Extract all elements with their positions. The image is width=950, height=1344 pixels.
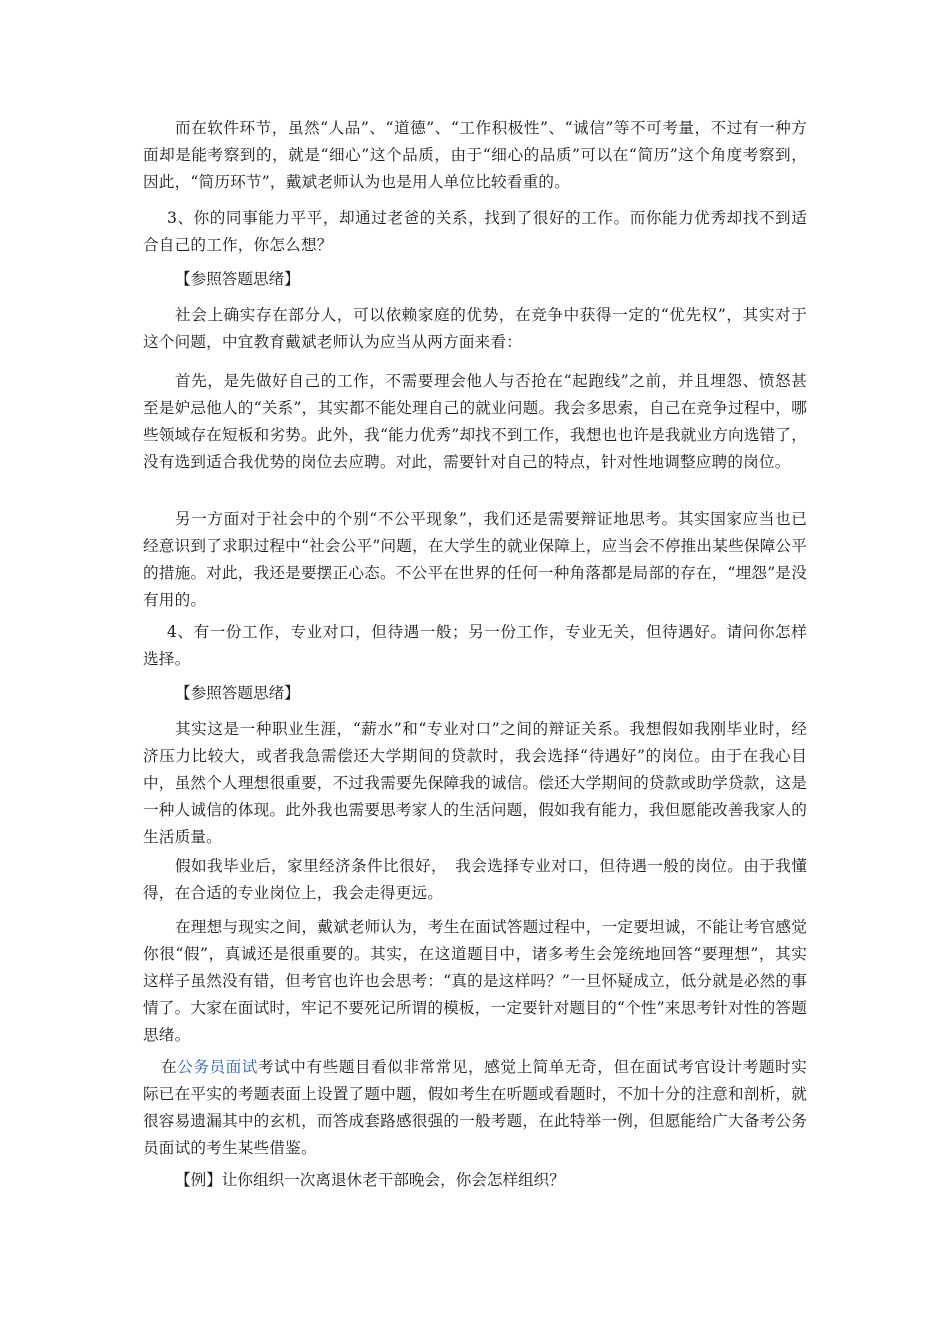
question-4: 4、有一份工作，专业对口，但待遇一般；另一份工作，专业无关，但待遇好。请问你怎样选择。 [143, 623, 807, 668]
paragraph-3b: 首先，是先做好自己的工作，不需要理会他人与否抢在“起跑线”之前，并且埋怨、愤怒甚至是妒忌他人的“关系”，其实都不能处理自己的就业问题。我会多思索，自己在竞争过程中，哪些领域存在短板和劣势。此外，我“能力优秀”却找不到工作，我想也也许是我就业方向选错了，没有选到适合我优势的岗位去应聘。对此，需要针对自己的特点，针对性地调整应聘的岗位。 [143, 372, 807, 471]
paragraph-3a: 社会上确实存在部分人，可以依赖家庭的优势，在竞争中获得一定的“优先权”，其实对于这个问题，中宜教育戴斌老师认为应当从两方面来看： [143, 306, 807, 351]
paragraph-4b: 假如我毕业后，家里经济条件比很好， 我会选择专业对口，但待遇一般的岗位。由于我懂得，在合适的专业岗位上，我会走得更远。 [143, 857, 807, 902]
paragraph-3c: 另一方面对于社会中的个别“不公平现象”，我们还是需要辩证地思考。其实国家应当也已经意识到了求职过程中“社会公平”问题，在大学生的就业保障上，应当会不停推出某些保障公平的措施。对此，我还是要摆正心态。不公平在世界的任何一种角落都是局部的存在，“埋怨”是没有用的。 [143, 510, 807, 609]
paragraph-5 [143, 1054, 807, 1162]
paragraph-4c: 在理想与现实之间，戴斌老师认为，考生在面试答题过程中，一定要坦诚，不能让考官感觉你很“假”，真诚还是很重要的。其实，在这道题目中，诸多考生会笼统地回答“要理想”，其实这样子虽然没有错，但考官也许也会思考：“真的是这样吗？”一旦怀疑成立，低分就是必然的事情了。大家在面试时，牢记不要死记所谓的模板，一定要针对题目的“个性”来思考针对性的答题思绪。 [143, 918, 807, 1044]
example-question: 【例】让你组织一次离退休老干部晚会，你会怎样组织？ [175, 1171, 565, 1189]
paragraph-5-prefix: 在 [161, 1058, 178, 1076]
paragraph-4a: 其实这是一种职业生涯，“薪水”和“专业对口”之间的辩证关系。我想假如我刚毕业时，经济压力比较大，或者我急需偿还大学期间的贷款时，我会选择“待遇好”的岗位。由于在我心目中，虽然个人理想很重要，不过我需要先保障我的诚信。偿还大学期间的贷款或助学贷款，这是一种人诚信的体现。此外我也需要思考家人的生活问题，假如我有能力，我但愿能改善我家人的生活质量。 [143, 720, 807, 846]
answer-heading-4: 【参照答题思绪】 [175, 684, 300, 702]
question-3: 3、你的同事能力平平，却通过老爸的关系，找到了很好的工作。而你能力优秀却找不到适合自己的工作，你怎么想？ [143, 209, 807, 254]
civil-service-interview-link[interactable]: 公务员面试 [177, 1058, 258, 1076]
answer-heading-3: 【参照答题思绪】 [175, 270, 300, 288]
paragraph-5-body: 考试中有些题目看似非常常见，感觉上简单无奇，但在面试考官设计考题时实际已在平实的考题表面上设置了题中题，假如考生在听题或看题时，不加十分的注意和剖析，就很容易遗漏其中的玄机，而答成套路感很强的一般考题，在此特举一例，但愿能给广大备考公务员面试的考生某些借鉴。 [143, 1058, 807, 1157]
paragraph-software-stage: 而在软件环节，虽然“人品”、“道德”、“工作积极性”、“诚信”等不可考量，不过有一种方面却是能考察到的，就是“细心”这个品质，由于“细心的品质”可以在“简历”这个角度考察到，因此，“简历环节”，戴斌老师认为也是用人单位比较看重的。 [143, 119, 807, 191]
